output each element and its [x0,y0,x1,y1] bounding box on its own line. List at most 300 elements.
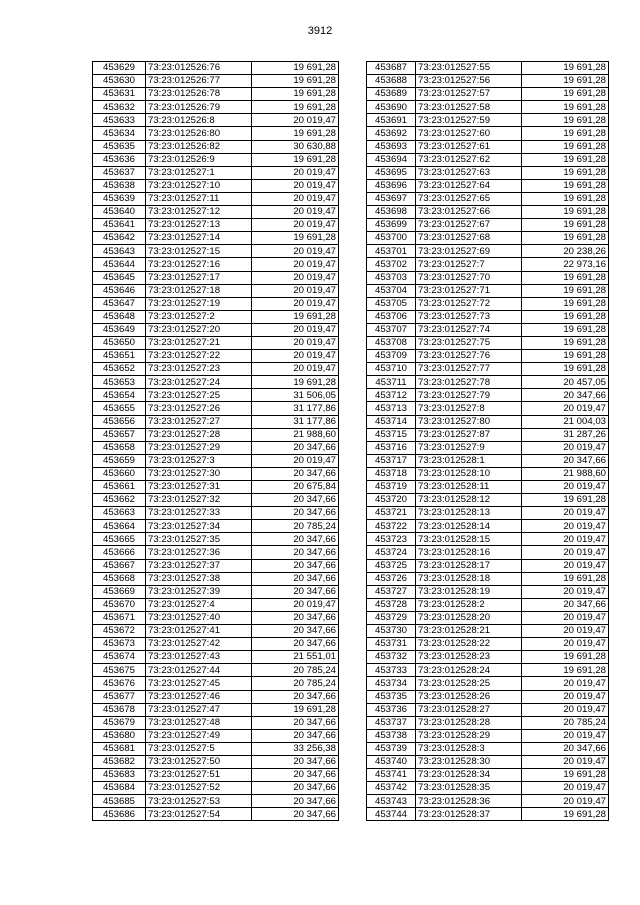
table-row [93,114,339,127]
value-cell: 20 019,47 [252,179,339,192]
cadastral-number-cell: 73:23:012527:77 [416,363,522,376]
table-row [93,755,339,768]
table-row [367,808,609,821]
cadastral-number-cell: 73:23:012527:59 [416,114,522,127]
right-register-table [366,61,609,821]
value-cell: 20 347,66 [252,808,339,821]
record-number-cell: 453669 [93,585,146,598]
value-cell: 20 019,47 [522,402,609,415]
cadastral-number-cell: 73:23:012528:12 [416,494,522,507]
value-cell: 20 019,47 [252,114,339,127]
record-number-cell: 453722 [367,520,416,533]
cadastral-number-cell: 73:23:012527:66 [416,206,522,219]
table-row [367,219,609,232]
record-number-cell: 453700 [367,232,416,245]
cadastral-number-cell: 73:23:012528:37 [416,808,522,821]
record-number-cell: 453652 [93,363,146,376]
table-row [367,415,609,428]
value-cell: 20 019,47 [522,585,609,598]
table-row [93,664,339,677]
value-cell: 19 691,28 [522,336,609,349]
record-number-cell: 453655 [93,402,146,415]
page-number: 3912 [307,25,333,37]
record-number-cell: 453712 [367,389,416,402]
value-cell: 19 691,28 [252,88,339,101]
value-cell: 20 019,47 [522,677,609,690]
cadastral-number-cell: 73:23:012527:69 [416,245,522,258]
value-cell: 20 019,47 [522,690,609,703]
cadastral-number-cell: 73:23:012527:57 [416,88,522,101]
value-cell: 19 691,28 [522,769,609,782]
value-cell: 20 019,47 [522,729,609,742]
table-row [93,402,339,415]
cadastral-number-cell: 73:23:012527:45 [146,677,252,690]
value-cell: 19 691,28 [522,572,609,585]
cadastral-number-cell: 73:23:012527:53 [146,795,252,808]
table-row [93,651,339,664]
table-row [367,441,609,454]
table-row [93,179,339,192]
cadastral-number-cell: 73:23:012528:22 [416,638,522,651]
record-number-cell: 453736 [367,703,416,716]
record-number-cell: 453682 [93,755,146,768]
cadastral-number-cell: 73:23:012527:40 [146,611,252,624]
value-cell: 20 019,47 [252,598,339,611]
value-cell: 20 347,66 [252,716,339,729]
cadastral-number-cell: 73:23:012528:23 [416,651,522,664]
record-number-cell: 453672 [93,625,146,638]
value-cell: 20 019,47 [522,638,609,651]
record-number-cell: 453718 [367,467,416,480]
record-number-cell: 453709 [367,350,416,363]
value-cell: 20 785,24 [522,716,609,729]
cadastral-number-cell: 73:23:012527:48 [146,716,252,729]
cadastral-number-cell: 73:23:012527:74 [416,323,522,336]
value-cell: 20 019,47 [522,611,609,624]
table-row [367,703,609,716]
cadastral-number-cell: 73:23:012527:42 [146,638,252,651]
value-cell: 20 019,47 [522,546,609,559]
value-cell: 19 691,28 [522,166,609,179]
cadastral-number-cell: 73:23:012527:3 [146,454,252,467]
table-row [367,546,609,559]
value-cell: 19 691,28 [252,232,339,245]
table-row [93,795,339,808]
table-row [93,481,339,494]
record-number-cell: 453670 [93,598,146,611]
record-number-cell: 453642 [93,232,146,245]
record-number-cell: 453744 [367,808,416,821]
table-row [367,795,609,808]
table-row [93,703,339,716]
table-row [367,467,609,480]
record-number-cell: 453693 [367,140,416,153]
record-number-cell: 453668 [93,572,146,585]
record-number-cell: 453685 [93,795,146,808]
table-row [93,611,339,624]
value-cell: 21 988,60 [252,428,339,441]
value-cell: 20 019,47 [522,533,609,546]
value-cell: 20 347,66 [252,769,339,782]
record-number-cell: 453646 [93,284,146,297]
table-row [93,585,339,598]
cadastral-number-cell: 73:23:012527:31 [146,481,252,494]
cadastral-number-cell: 73:23:012527:79 [416,389,522,402]
record-number-cell: 453666 [93,546,146,559]
value-cell: 20 675,84 [252,481,339,494]
value-cell: 19 691,28 [252,153,339,166]
record-number-cell: 453742 [367,782,416,795]
record-number-cell: 453688 [367,75,416,88]
record-number-cell: 453640 [93,206,146,219]
cadastral-number-cell: 73:23:012527:4 [146,598,252,611]
table-row [367,297,609,310]
value-cell: 20 019,47 [252,245,339,258]
cadastral-number-cell: 73:23:012527:80 [416,415,522,428]
table-row [93,284,339,297]
table-row [367,402,609,415]
record-number-cell: 453657 [93,428,146,441]
table-row [367,454,609,467]
cadastral-number-cell: 73:23:012526:82 [146,140,252,153]
table-row [367,271,609,284]
table-row [367,638,609,651]
value-cell: 19 691,28 [522,494,609,507]
table-row [367,62,609,75]
record-number-cell: 453687 [367,62,416,75]
record-number-cell: 453648 [93,310,146,323]
record-number-cell: 453662 [93,494,146,507]
record-number-cell: 453658 [93,441,146,454]
table-row [367,336,609,349]
cadastral-number-cell: 73:23:012527:38 [146,572,252,585]
cadastral-number-cell: 73:23:012528:27 [416,703,522,716]
table-row [367,782,609,795]
record-number-cell: 453732 [367,651,416,664]
cadastral-number-cell: 73:23:012527:54 [146,808,252,821]
value-cell: 19 691,28 [522,206,609,219]
record-number-cell: 453684 [93,782,146,795]
record-number-cell: 453634 [93,127,146,140]
cadastral-number-cell: 73:23:012527:11 [146,192,252,205]
record-number-cell: 453691 [367,114,416,127]
record-number-cell: 453726 [367,572,416,585]
table-row [93,769,339,782]
value-cell: 19 691,28 [252,62,339,75]
cadastral-number-cell: 73:23:012528:21 [416,625,522,638]
cadastral-number-cell: 73:23:012527:41 [146,625,252,638]
record-number-cell: 453707 [367,323,416,336]
cadastral-number-cell: 73:23:012527:34 [146,520,252,533]
record-number-cell: 453661 [93,481,146,494]
table-row [367,166,609,179]
cadastral-number-cell: 73:23:012527:44 [146,664,252,677]
cadastral-number-cell: 73:23:012528:19 [416,585,522,598]
table-row [367,350,609,363]
cadastral-number-cell: 73:23:012527:35 [146,533,252,546]
value-cell: 19 691,28 [252,310,339,323]
cadastral-number-cell: 73:23:012528:36 [416,795,522,808]
table-row [367,716,609,729]
record-number-cell: 453633 [93,114,146,127]
cadastral-number-cell: 73:23:012527:17 [146,271,252,284]
record-number-cell: 453638 [93,179,146,192]
record-number-cell: 453671 [93,611,146,624]
table-row [93,454,339,467]
value-cell: 20 347,66 [252,755,339,768]
table-row [93,690,339,703]
value-cell: 19 691,28 [522,232,609,245]
record-number-cell: 453704 [367,284,416,297]
value-cell: 20 347,66 [252,625,339,638]
value-cell: 19 691,28 [522,75,609,88]
value-cell: 20 019,47 [522,795,609,808]
record-number-cell: 453679 [93,716,146,729]
table-row [93,729,339,742]
cadastral-number-cell: 73:23:012527:58 [416,101,522,114]
table-row [367,507,609,520]
value-cell: 20 019,47 [522,520,609,533]
table-row [367,323,609,336]
value-cell: 19 691,28 [522,114,609,127]
value-cell: 19 691,28 [522,127,609,140]
record-number-cell: 453643 [93,245,146,258]
record-number-cell: 453720 [367,494,416,507]
cadastral-number-cell: 73:23:012527:71 [416,284,522,297]
value-cell: 31 177,86 [252,402,339,415]
table-row [93,310,339,323]
cadastral-number-cell: 73:23:012527:39 [146,585,252,598]
cadastral-number-cell: 73:23:012527:55 [416,62,522,75]
cadastral-number-cell: 73:23:012527:27 [146,415,252,428]
record-number-cell: 453656 [93,415,146,428]
table-row [367,75,609,88]
cadastral-number-cell: 73:23:012527:62 [416,153,522,166]
cadastral-number-cell: 73:23:012528:14 [416,520,522,533]
record-number-cell: 453677 [93,690,146,703]
record-number-cell: 453701 [367,245,416,258]
cadastral-number-cell: 73:23:012527:52 [146,782,252,795]
record-number-cell: 453659 [93,454,146,467]
value-cell: 20 347,66 [252,533,339,546]
record-number-cell: 453699 [367,219,416,232]
cadastral-number-cell: 73:23:012528:11 [416,481,522,494]
value-cell: 19 691,28 [522,808,609,821]
table-row [367,258,609,271]
value-cell: 19 691,28 [252,703,339,716]
cadastral-number-cell: 73:23:012526:79 [146,101,252,114]
value-cell: 19 691,28 [522,310,609,323]
record-number-cell: 453715 [367,428,416,441]
cadastral-number-cell: 73:23:012526:78 [146,88,252,101]
cadastral-number-cell: 73:23:012527:12 [146,206,252,219]
record-number-cell: 453716 [367,441,416,454]
value-cell: 21 551,01 [252,651,339,664]
table-row [93,297,339,310]
table-row [367,651,609,664]
value-cell: 20 347,66 [522,742,609,755]
value-cell: 19 691,28 [522,664,609,677]
record-number-cell: 453639 [93,192,146,205]
value-cell: 20 347,66 [522,454,609,467]
table-row [93,206,339,219]
cadastral-number-cell: 73:23:012526:80 [146,127,252,140]
table-row [93,166,339,179]
table-row [93,716,339,729]
record-number-cell: 453705 [367,297,416,310]
cadastral-number-cell: 73:23:012527:14 [146,232,252,245]
record-number-cell: 453629 [93,62,146,75]
cadastral-number-cell: 73:23:012528:20 [416,611,522,624]
cadastral-number-cell: 73:23:012527:26 [146,402,252,415]
cadastral-number-cell: 73:23:012527:72 [416,297,522,310]
table-row [93,363,339,376]
record-number-cell: 453663 [93,507,146,520]
record-number-cell: 453635 [93,140,146,153]
table-row [93,742,339,755]
value-cell: 20 019,47 [252,271,339,284]
record-number-cell: 453696 [367,179,416,192]
cadastral-number-cell: 73:23:012526:9 [146,153,252,166]
cadastral-number-cell: 73:23:012527:21 [146,336,252,349]
cadastral-number-cell: 73:23:012527:65 [416,192,522,205]
record-number-cell: 453711 [367,376,416,389]
record-number-cell: 453694 [367,153,416,166]
cadastral-number-cell: 73:23:012528:34 [416,769,522,782]
record-number-cell: 453723 [367,533,416,546]
value-cell: 22 973,16 [522,258,609,271]
table-row [93,808,339,821]
value-cell: 30 630,88 [252,140,339,153]
value-cell: 20 785,24 [252,664,339,677]
record-number-cell: 453714 [367,415,416,428]
table-row [93,62,339,75]
record-number-cell: 453721 [367,507,416,520]
record-number-cell: 453686 [93,808,146,821]
cadastral-number-cell: 73:23:012527:22 [146,350,252,363]
value-cell: 20 019,47 [252,219,339,232]
cadastral-number-cell: 73:23:012527:73 [416,310,522,323]
value-cell: 20 019,47 [252,323,339,336]
table-row [367,140,609,153]
table-row [367,481,609,494]
cadastral-number-cell: 73:23:012527:8 [416,402,522,415]
table-row [93,323,339,336]
table-row [93,415,339,428]
table-row [93,638,339,651]
record-number-cell: 453649 [93,323,146,336]
table-row [367,428,609,441]
value-cell: 20 347,66 [252,507,339,520]
value-cell: 20 019,47 [522,441,609,454]
cadastral-number-cell: 73:23:012527:75 [416,336,522,349]
record-number-cell: 453674 [93,651,146,664]
value-cell: 19 691,28 [522,651,609,664]
cadastral-number-cell: 73:23:012527:10 [146,179,252,192]
table-row [367,677,609,690]
value-cell: 19 691,28 [522,271,609,284]
value-cell: 20 347,66 [522,389,609,402]
cadastral-number-cell: 73:23:012527:60 [416,127,522,140]
value-cell: 21 004,03 [522,415,609,428]
cadastral-number-cell: 73:23:012528:18 [416,572,522,585]
cadastral-number-cell: 73:23:012527:51 [146,769,252,782]
cadastral-number-cell: 73:23:012527:25 [146,389,252,402]
cadastral-number-cell: 73:23:012528:15 [416,533,522,546]
table-row [367,769,609,782]
record-number-cell: 453735 [367,690,416,703]
record-number-cell: 453708 [367,336,416,349]
value-cell: 21 988,60 [522,467,609,480]
table-row [367,127,609,140]
cadastral-number-cell: 73:23:012527:33 [146,507,252,520]
table-row [367,625,609,638]
cadastral-number-cell: 73:23:012527:78 [416,376,522,389]
record-number-cell: 453706 [367,310,416,323]
cadastral-number-cell: 73:23:012527:7 [416,258,522,271]
value-cell: 19 691,28 [252,127,339,140]
record-number-cell: 453632 [93,101,146,114]
cadastral-number-cell: 73:23:012527:43 [146,651,252,664]
table-row [367,284,609,297]
cadastral-number-cell: 73:23:012527:46 [146,690,252,703]
record-number-cell: 453676 [93,677,146,690]
record-number-cell: 453651 [93,350,146,363]
cadastral-number-cell: 73:23:012528:16 [416,546,522,559]
cadastral-number-cell: 73:23:012527:56 [416,75,522,88]
cadastral-number-cell: 73:23:012527:1 [146,166,252,179]
table-row [367,572,609,585]
record-number-cell: 453636 [93,153,146,166]
record-number-cell: 453702 [367,258,416,271]
value-cell: 19 691,28 [522,101,609,114]
cadastral-number-cell: 73:23:012528:17 [416,559,522,572]
value-cell: 20 347,66 [252,546,339,559]
value-cell: 19 691,28 [522,153,609,166]
table-row [93,625,339,638]
cadastral-number-cell: 73:23:012527:67 [416,219,522,232]
record-number-cell: 453675 [93,664,146,677]
cadastral-number-cell: 73:23:012526:8 [146,114,252,127]
table-row [93,559,339,572]
cadastral-number-cell: 73:23:012527:37 [146,559,252,572]
value-cell: 19 691,28 [522,323,609,336]
table-row [367,520,609,533]
table-row [93,598,339,611]
value-cell: 20 347,66 [252,782,339,795]
table-row [93,271,339,284]
record-number-cell: 453741 [367,769,416,782]
value-cell: 19 691,28 [522,192,609,205]
record-number-cell: 453631 [93,88,146,101]
value-cell: 19 691,28 [522,363,609,376]
table-row [367,88,609,101]
value-cell: 20 347,66 [252,795,339,808]
table-row [367,192,609,205]
table-row [367,363,609,376]
record-number-cell: 453678 [93,703,146,716]
table-row [93,140,339,153]
record-number-cell: 453644 [93,258,146,271]
cadastral-number-cell: 73:23:012527:24 [146,376,252,389]
cadastral-number-cell: 73:23:012528:24 [416,664,522,677]
cadastral-number-cell: 73:23:012528:13 [416,507,522,520]
value-cell: 19 691,28 [522,88,609,101]
table-row [93,101,339,114]
cadastral-number-cell: 73:23:012527:49 [146,729,252,742]
record-number-cell: 453667 [93,559,146,572]
value-cell: 19 691,28 [252,75,339,88]
